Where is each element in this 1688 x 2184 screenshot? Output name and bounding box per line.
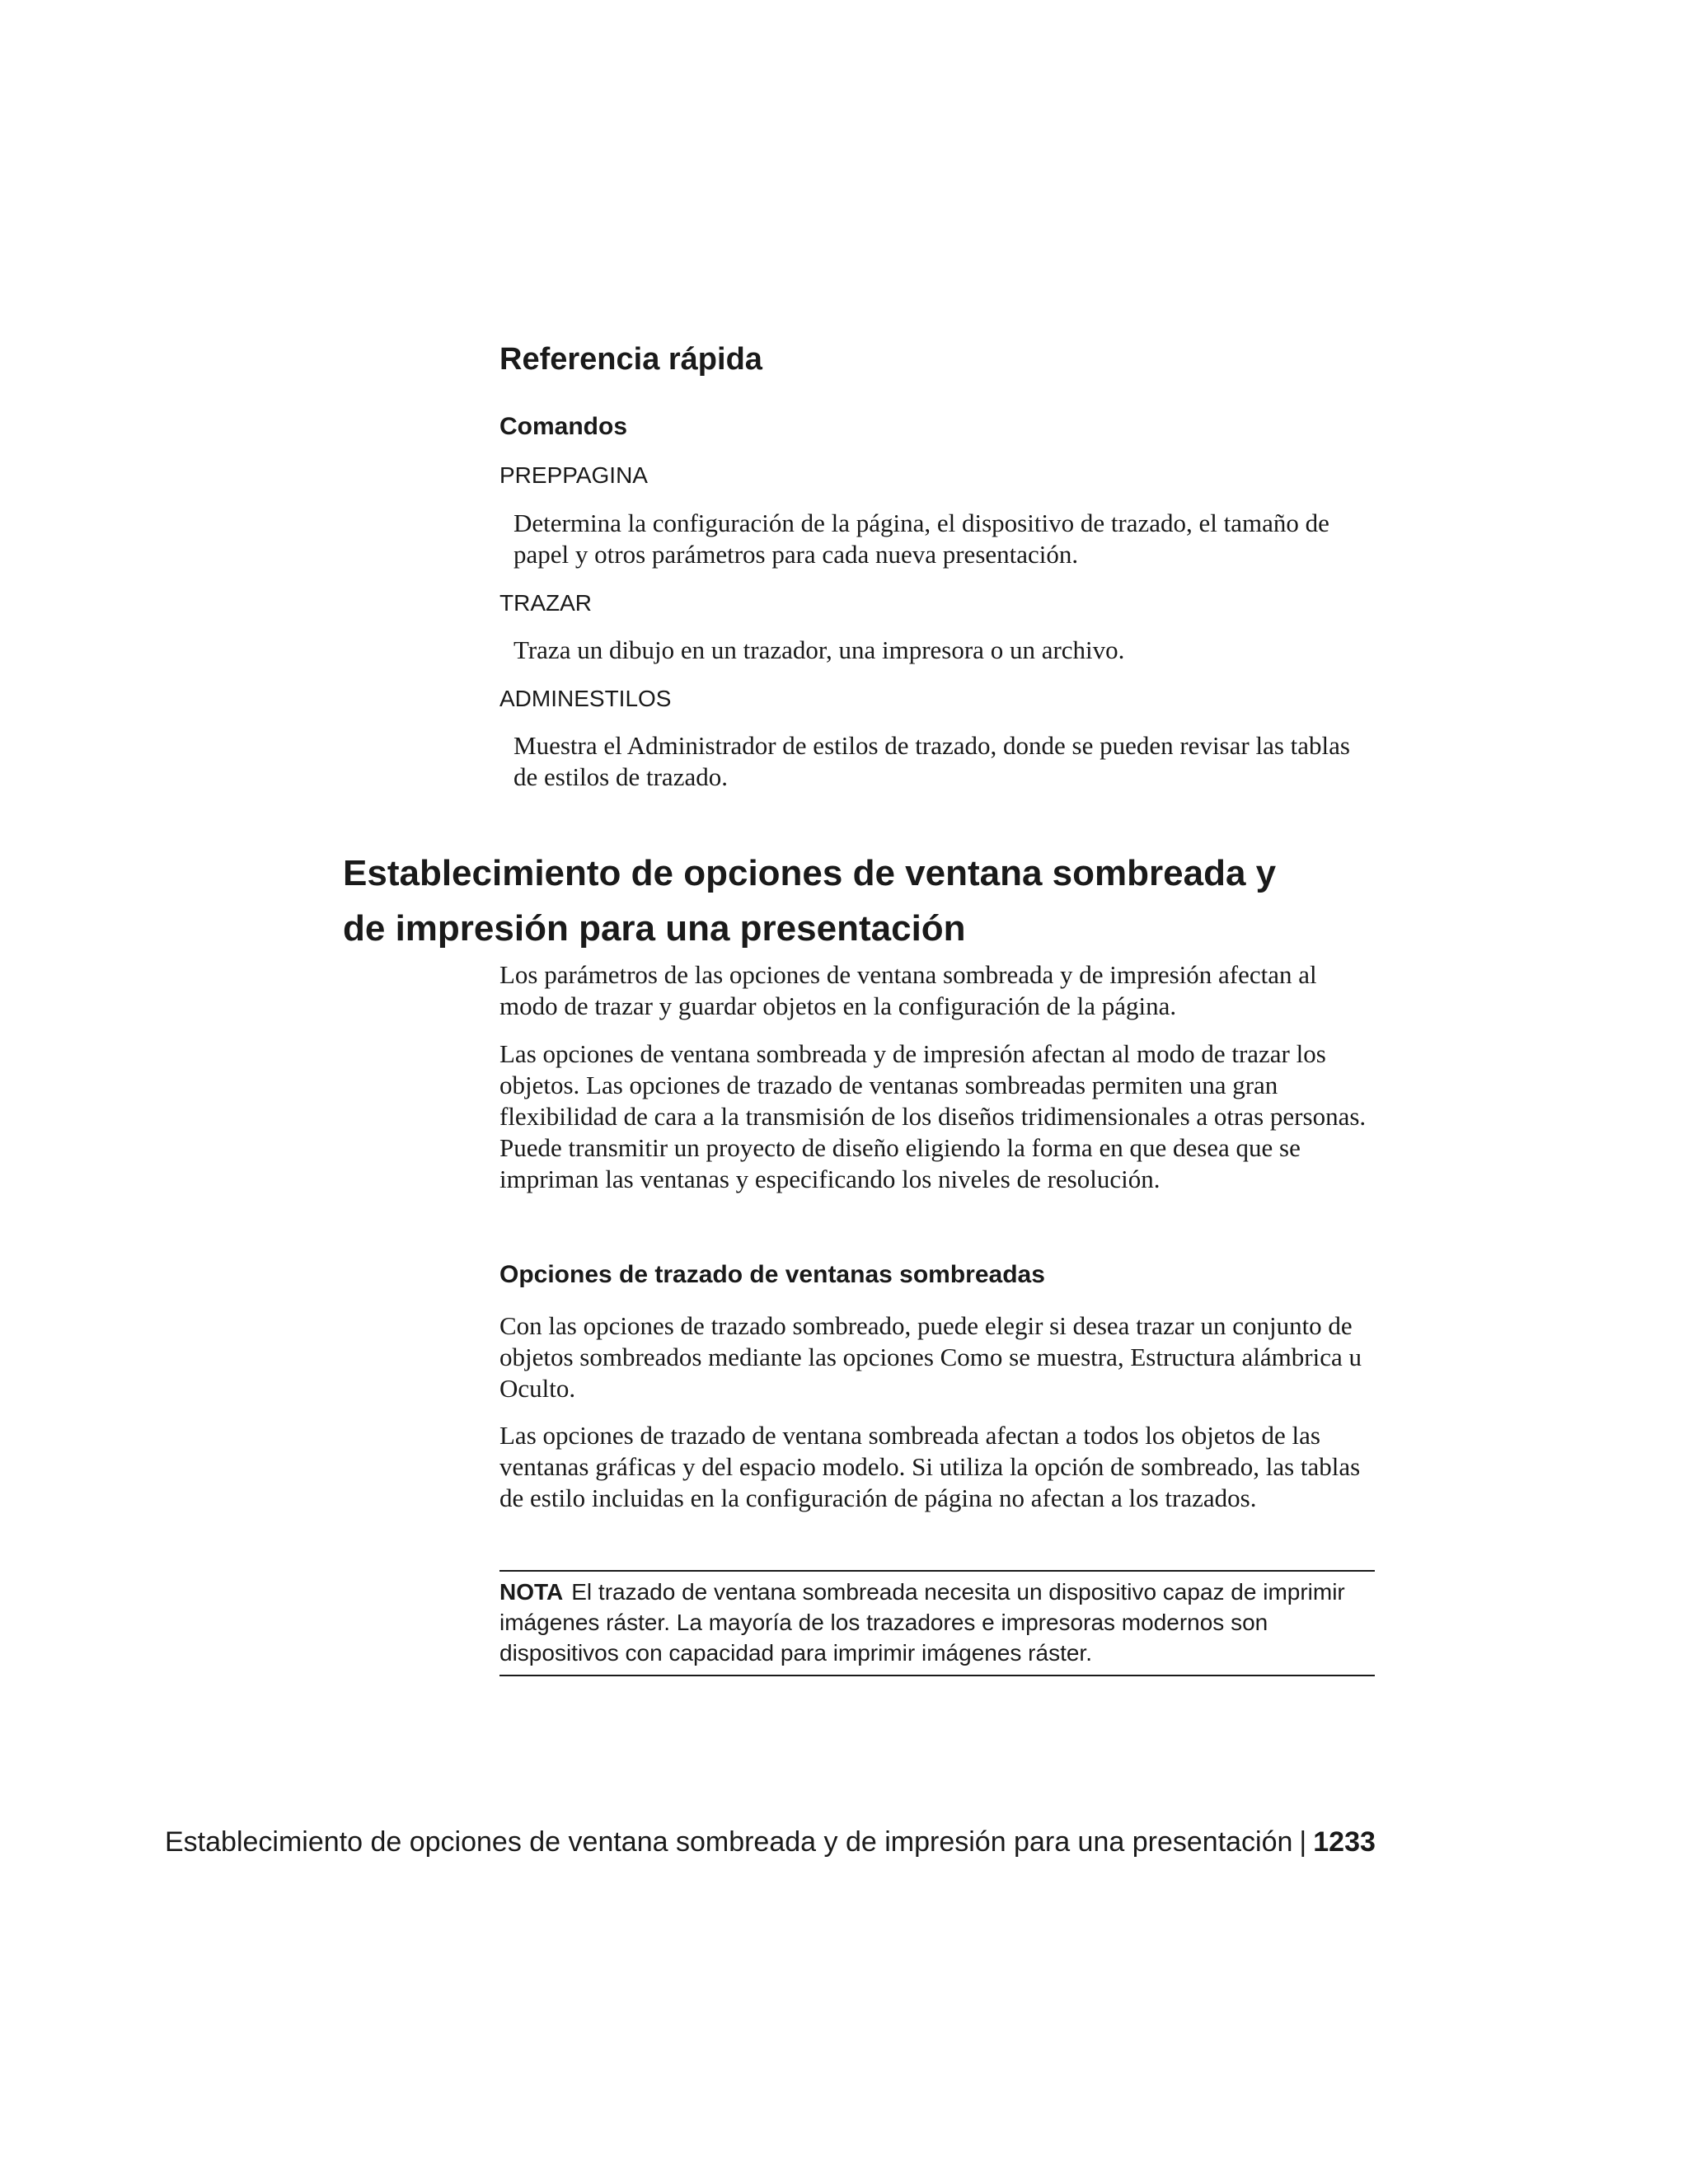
section-paragraph-2: Las opciones de ventana sombreada y de impresión afectan al modo de trazar los objetos. Las opciones de trazado de ventanas sombreadas permiten una gran flexibilidad de cara a la transmisión de los diseños tridimensionales a otras personas. Puede transmitir un proyecto de diseño eligiendo la forma en que desea que se impriman las ventanas y especificando los niveles de resolución. [499,1039,1367,1193]
command-description-trazar: Traza un dibujo en un trazador, una impresora o un archivo. [513,635,1125,664]
note-box [499,1570,1375,1676]
page-footer [165,1825,1376,1858]
section-paragraph-1: Los parámetros de las opciones de ventana sombreada y de impresión afectan al modo de trazar y guardar objetos en la configuración de la página. [499,960,1317,1020]
section-title: Establecimiento de opciones de ventana sombreada y de impresión para una presentación [343,853,1277,949]
command-name-adminestilos: ADMINESTILOS [499,686,672,711]
page-number: 1233 [1313,1826,1376,1858]
commands-heading: Comandos [499,413,628,440]
footer-running-title: Establecimiento de opciones de ventana sombreada y de impresión para una presentación [165,1826,1293,1858]
subsection-paragraph-1: Con las opciones de trazado sombreado, puede elegir si desea trazar un conjunto de objetos sombreados mediante las opciones Como se muestra, Estructura alámbrica u Oculto. [499,1311,1362,1403]
note-text: El trazado de ventana sombreada necesita un dispositivo capaz de imprimir imágenes ráster. La mayoría de los trazadores e impresoras modernos son dispositivos con capacidad para imprimir imágenes ráster. [499,1579,1345,1666]
command-description-preppagina: Determina la configuración de la página, el dispositivo de trazado, el tamaño de papel y otros parámetros para cada nueva presentación. [513,509,1329,569]
command-description-adminestilos: Muestra el Administrador de estilos de trazado, donde se pueden revisar las tablas de estilos de trazado. [513,731,1350,791]
note-label: NOTA [499,1579,564,1605]
subsection-paragraph-2: Las opciones de trazado de ventana sombreada afectan a todos los objetos de las ventanas gráficas y del espacio modelo. Si utiliza la opción de sombreado, las tablas de estilo incluidas en la configuración de página no afectan a los trazados. [499,1421,1361,1512]
footer-separator: | [1299,1826,1307,1858]
command-name-preppagina: PREPPAGINA [499,462,648,488]
command-name-trazar: TRAZAR [499,590,592,616]
subsection-heading: Opciones de trazado de ventanas sombreadas [499,1261,1045,1288]
quick-reference-heading: Referencia rápida [499,342,762,377]
